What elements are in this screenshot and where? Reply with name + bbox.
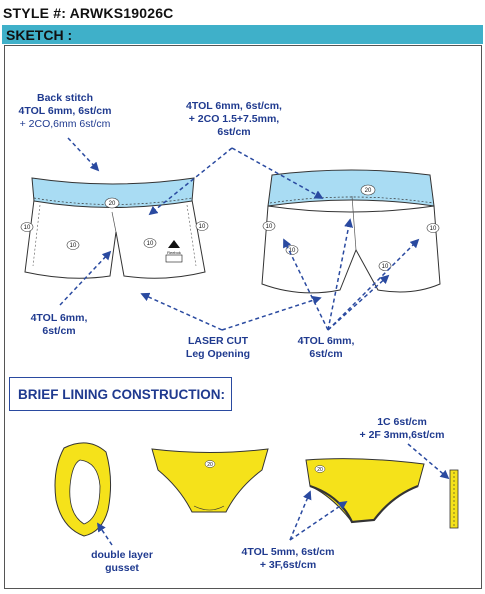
svg-text:20: 20 <box>364 188 372 194</box>
back-waistband <box>268 170 434 206</box>
brief-leg-spec1: 4TOL 5mm, 6st/cm <box>241 546 335 558</box>
svg-text:20: 20 <box>317 467 323 473</box>
badge-back-left-side <box>263 222 275 231</box>
svg-text:10: 10 <box>23 225 31 231</box>
logo-text: Reebok <box>167 250 181 255</box>
front-leg-spec1: 4TOL 6mm, <box>30 312 88 324</box>
badge-leg-left-side <box>21 223 33 232</box>
badge-leg-right-side <box>196 222 208 231</box>
back-stitch-spec1: 4TOL 6mm, 6st/cm <box>18 105 112 117</box>
badge-waist-back <box>361 185 375 195</box>
brief-leg-spec2: + 3F,6st/cm <box>259 559 317 571</box>
svg-text:10: 10 <box>69 243 77 249</box>
waistband-spec1: 4TOL 6mm, 6st/cm, <box>186 100 282 112</box>
brief-lining-heading-box <box>9 377 232 411</box>
badge-back-right-side <box>427 224 439 233</box>
back-leg-callout <box>290 335 362 361</box>
binding-spec1: 1C 6st/cm <box>377 416 427 428</box>
svg-text:10: 10 <box>288 248 296 254</box>
gusset-callout <box>84 549 160 575</box>
brief-front-body <box>152 449 268 512</box>
svg-text:20: 20 <box>207 462 213 468</box>
gusset-spec1: double layer <box>91 549 153 561</box>
back-stitch-title: Back stitch <box>36 92 94 104</box>
badge-waist-front <box>105 198 119 208</box>
binding-detail <box>450 470 458 528</box>
binding-callout <box>350 416 454 442</box>
front-leg-callout <box>24 312 94 338</box>
gusset-drawing <box>55 443 111 536</box>
waistband-callout <box>175 100 293 139</box>
back-leg-spec2: 6st/cm <box>309 348 343 360</box>
svg-text:10: 10 <box>381 264 389 270</box>
style-number: STYLE #: ARWKS19026C <box>3 5 174 21</box>
sketch-section-title: SKETCH : <box>6 27 73 43</box>
brief-leg-callout <box>232 546 344 572</box>
front-leg-spec2: 6st/cm <box>42 325 76 337</box>
binding-spec2: + 2F 3mm,6st/cm <box>359 429 445 441</box>
laser-cut-spec1: LASER CUT <box>187 335 249 347</box>
svg-text:10: 10 <box>429 226 437 232</box>
svg-text:20: 20 <box>108 201 116 207</box>
svg-text:10: 10 <box>265 224 273 230</box>
brief-front-drawing <box>152 449 268 512</box>
gusset-spec2: gusset <box>105 562 139 574</box>
waistband-spec2: + 2CO 1.5+7.5mm, <box>188 113 280 125</box>
front-shorts-drawing <box>25 178 205 278</box>
brief-back-drawing <box>306 459 424 522</box>
front-shorts-body <box>25 200 205 278</box>
brief-lining-heading: BRIEF LINING CONSTRUCTION: <box>18 387 225 402</box>
laser-cut-spec2: Leg Opening <box>185 348 251 360</box>
back-shorts-drawing <box>262 170 440 293</box>
back-leg-spec1: 4TOL 6mm, <box>297 335 355 347</box>
back-stitch-callout <box>6 92 124 131</box>
back-stitch-spec2: + 2CO,6mm 6st/cm <box>19 118 111 130</box>
waistband-spec3: 6st/cm <box>217 126 251 138</box>
svg-text:10: 10 <box>146 241 154 247</box>
laser-cut-callout <box>178 335 258 361</box>
badge-leg-left-front <box>67 241 79 250</box>
svg-text:10: 10 <box>198 224 206 230</box>
badge-leg-right-front <box>144 239 156 248</box>
